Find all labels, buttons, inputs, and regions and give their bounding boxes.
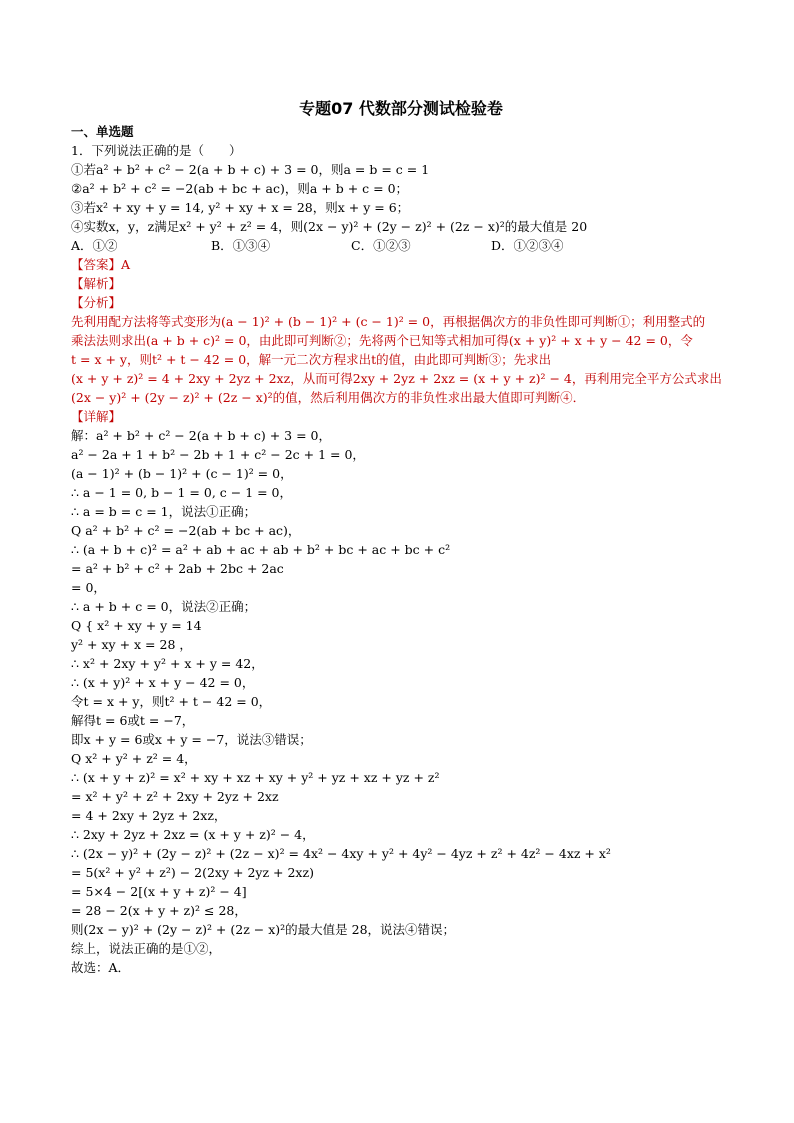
solution-line: (a − 1)² + (b − 1)² + (c − 1)² = 0， (71, 466, 293, 481)
option-c: C．①②③ (351, 238, 411, 253)
analysis-line-4: (x + y + z)² = 4 + 2xy + 2yz + 2xz，从而可得2xy + 2yz + 2xz = (x + y + z)² − 4，再利用完全平方公式求出 (71, 371, 722, 386)
solution-line: ∴ x² + 2xy + y² + x + y = 42， (71, 656, 264, 671)
answer-options (71, 236, 731, 255)
solution-line: 故选：A． (71, 960, 131, 975)
option-b: B．①③④ (211, 238, 271, 253)
analysis-line-2: 乘法法则求出(a + b + c)² = 0，由此即可判断②；先将两个已知等式相加可得(x + y)² + x + y − 42 = 0，令 (71, 333, 693, 348)
solution-line: = a² + b² + c² + 2ab + 2bc + 2ac (71, 561, 284, 576)
statement-3: ③若x² + xy + y = 14, y² + xy + x = 28，则x + y = 6； (71, 200, 410, 215)
solution-line: = x² + y² + z² + 2xy + 2yz + 2xz (71, 789, 279, 804)
solution-line: = 28 − 2(x + y + z)² ≤ 28， (71, 903, 247, 918)
page-title: 专题07 代数部分测试检验卷 (299, 99, 503, 118)
solution-line: ∴ a − 1 = 0, b − 1 = 0, c − 1 = 0， (71, 485, 293, 500)
solution-line: ∴ (x + y)² + x + y − 42 = 0， (71, 675, 255, 690)
solution-line: ∴ a = b = c = 1，说法①正确； (71, 504, 257, 519)
answer-label: 【答案】 (71, 257, 122, 272)
option-d: D．①②③④ (491, 238, 564, 253)
solution-line: 令t = x + y，则t² + t − 42 = 0， (71, 694, 272, 709)
question-stem: 1．下列说法正确的是（ ） (71, 143, 242, 158)
solution-line: ∴ (2x − y)² + (2y − z)² + (2z − x)² = 4x² − 4xy + y² + 4y² − 4yz + z² + 4z² − 4xz + x² (71, 846, 611, 861)
solution-line: Q { x² + xy + y = 14 (71, 618, 202, 633)
solution-block (71, 426, 731, 977)
solution-line: 即x + y = 6或x + y = −7，说法③错误； (71, 732, 312, 747)
solution-line: = 0， (71, 580, 106, 595)
solution-line: = 4 + 2xy + 2yz + 2xz， (71, 808, 227, 823)
solution-line: ∴ a + b + c = 0，说法②正确； (71, 599, 257, 614)
solution-line: y² + xy + x = 28 ， (71, 637, 192, 652)
solution-line: ∴ (x + y + z)² = x² + xy + xz + xy + y² + yz + xz + yz + z² (71, 770, 440, 785)
solution-line: ∴ 2xy + 2yz + 2xz = (x + y + z)² − 4， (71, 827, 315, 842)
solution-line: Q a² + b² + c² = −2(ab + bc + ac)， (71, 523, 301, 538)
fenxi-label: 【分析】 (71, 295, 122, 310)
solution-line: = 5(x² + y² + z²) − 2(2xy + 2yz + 2xz) (71, 865, 314, 880)
analysis-line-5: (2x − y)² + (2y − z)² + (2z − x)²的值，然后利用偶次方的非负性求出最大值即可判断④． (71, 390, 586, 405)
answer-value: A (121, 257, 131, 272)
answer-line (71, 255, 731, 274)
jiexi-label: 【解析】 (71, 276, 122, 291)
document-page (71, 96, 731, 977)
solution-line: Q x² + y² + z² = 4， (71, 751, 197, 766)
solution-line: 综上，说法正确的是①②， (71, 941, 222, 956)
analysis-line-1: 先利用配方法将等式变形为(a − 1)² + (b − 1)² + (c − 1)² = 0，再根据偶次方的非负性即可判断①；利用整式的 (71, 314, 706, 329)
analysis-block (71, 312, 731, 407)
option-a: A．①② (71, 238, 118, 253)
statement-4: ④实数x，y，z满足x² + y² + z² = 4，则(2x − y)² + (2y − z)² + (2z − x)²的最大值是 20 (71, 219, 588, 234)
detail-label: 【详解】 (71, 409, 122, 424)
solution-line: a² − 2a + 1 + b² − 2b + 1 + c² − 2c + 1 = 0， (71, 447, 365, 462)
solution-line: = 5×4 − 2[(x + y + z)² − 4] (71, 884, 247, 899)
section-heading: 一、单选题 (71, 124, 134, 139)
statement-2: ②a² + b² + c² = −2(ab + bc + ac)，则a + b + c = 0； (71, 181, 409, 196)
solution-line: 解：a² + b² + c² − 2(a + b + c) + 3 = 0， (71, 428, 331, 443)
solution-line: ∴ (a + b + c)² = a² + ab + ac + ab + b² + bc + ac + bc + c² (71, 542, 451, 557)
analysis-line-3: t = x + y，则t² + t − 42 = 0，解一元二次方程求出t的值，由此即可判断③；先求出 (71, 352, 552, 367)
solution-line: 则(2x − y)² + (2y − z)² + (2z − x)²的最大值是 28，说法④错误； (71, 922, 456, 937)
statement-1: ①若a² + b² + c² − 2(a + b + c) + 3 = 0，则a = b = c = 1 (71, 162, 430, 177)
solution-line: 解得t = 6或t = −7， (71, 713, 195, 728)
